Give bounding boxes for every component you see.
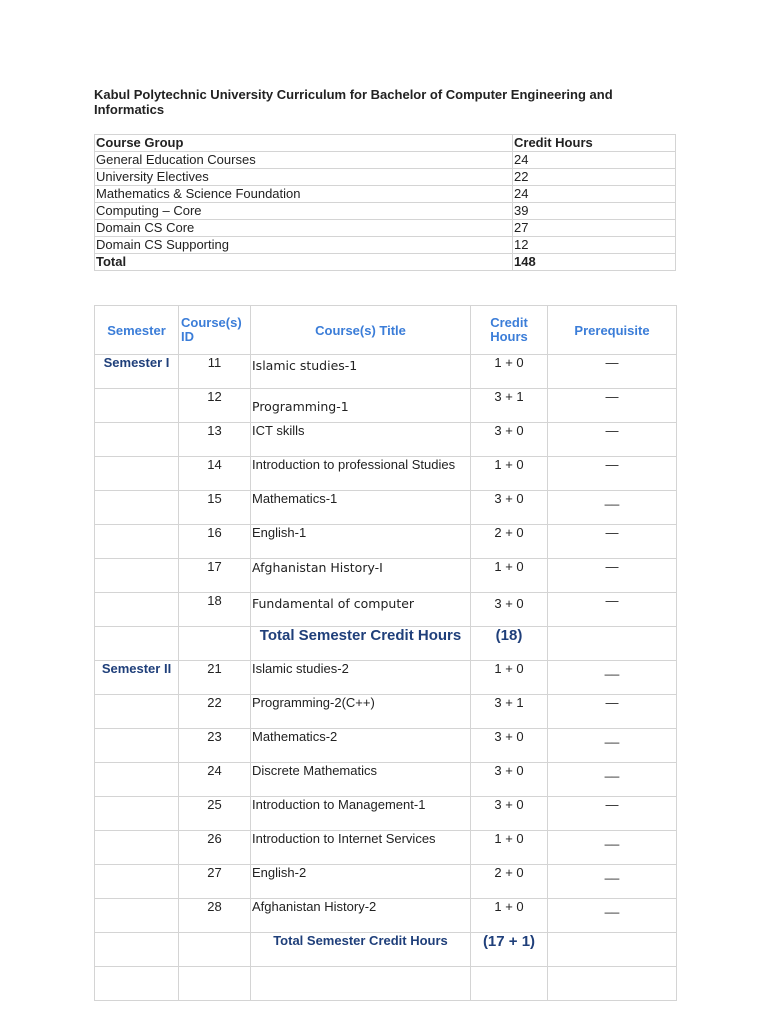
course-row bbox=[95, 695, 677, 729]
course-prerequisite bbox=[548, 661, 677, 695]
course-row bbox=[95, 457, 677, 491]
summary-credit-hours: 39 bbox=[513, 203, 676, 220]
summary-row bbox=[95, 152, 676, 169]
course-id bbox=[179, 525, 251, 559]
empty-cell bbox=[95, 967, 179, 1001]
course-credits-text: 1 + 0 bbox=[494, 355, 524, 370]
summary-total-row bbox=[95, 254, 676, 271]
course-prerequisite-text: — bbox=[605, 695, 619, 710]
semester-label-text: Semester I bbox=[103, 355, 170, 370]
course-id bbox=[179, 831, 251, 865]
course-id-text: 22 bbox=[207, 695, 222, 710]
course-title bbox=[251, 559, 471, 593]
course-title bbox=[251, 491, 471, 525]
summary-header-row bbox=[95, 135, 676, 152]
summary-course-group: Mathematics & Science Foundation bbox=[95, 186, 513, 203]
empty-cell bbox=[179, 967, 251, 1001]
course-row bbox=[95, 355, 677, 389]
course-prerequisite-text: __ bbox=[604, 865, 620, 880]
course-id-text: 18 bbox=[207, 593, 222, 608]
course-prerequisite bbox=[548, 763, 677, 797]
summary-row bbox=[95, 186, 676, 203]
prerequisite-cell bbox=[548, 627, 677, 661]
course-id bbox=[179, 423, 251, 457]
course-id-text: 21 bbox=[207, 661, 222, 676]
course-credits bbox=[471, 695, 548, 729]
course-title-text: Afghanistan History-2 bbox=[252, 899, 377, 914]
semester-total-row bbox=[95, 933, 677, 967]
course-title-text: Programming-1 bbox=[252, 399, 349, 414]
course-id bbox=[179, 559, 251, 593]
course-credits-text: 1 + 0 bbox=[494, 899, 524, 914]
course-id bbox=[179, 695, 251, 729]
document-title: Kabul Polytechnic University Curriculum for Bachelor of Computer Engineering and Informatics bbox=[94, 87, 613, 117]
course-id bbox=[179, 389, 251, 423]
summary-total-value: 148 bbox=[513, 254, 676, 271]
summary-credit-hours: 24 bbox=[513, 186, 676, 203]
semester-cell bbox=[95, 831, 179, 865]
course-title-text: Introduction to Management-1 bbox=[252, 797, 426, 812]
course-title-text: Mathematics-1 bbox=[252, 491, 338, 506]
semester-total-value-text: (17 + 1) bbox=[482, 933, 536, 950]
semester-cell bbox=[95, 899, 179, 933]
course-row bbox=[95, 797, 677, 831]
course-title bbox=[251, 661, 471, 695]
course-credits bbox=[471, 661, 548, 695]
empty-cell bbox=[251, 967, 471, 1001]
summary-course-group: Computing – Core bbox=[95, 203, 513, 220]
summary-row bbox=[95, 220, 676, 237]
course-row bbox=[95, 559, 677, 593]
course-id-text: 12 bbox=[207, 389, 222, 404]
semester-label bbox=[95, 661, 179, 695]
course-prerequisite-text: __ bbox=[604, 831, 620, 846]
header-semester: Semester bbox=[95, 306, 179, 355]
semester-cell bbox=[95, 389, 179, 423]
course-credits-text: 3 + 0 bbox=[494, 596, 524, 611]
course-id-text: 27 bbox=[207, 865, 222, 880]
empty-cell bbox=[471, 967, 548, 1001]
course-title-text: Discrete Mathematics bbox=[252, 763, 377, 778]
course-prerequisite-text: — bbox=[605, 389, 619, 404]
course-credits bbox=[471, 831, 548, 865]
course-row bbox=[95, 491, 677, 525]
header-prerequisite: Prerequisite bbox=[548, 306, 677, 355]
course-title bbox=[251, 525, 471, 559]
curriculum-table bbox=[94, 305, 677, 1001]
semester-total-label bbox=[251, 627, 471, 661]
course-credits-text: 2 + 0 bbox=[494, 525, 524, 540]
course-id-text: 23 bbox=[207, 729, 222, 744]
semester-total-row bbox=[95, 627, 677, 661]
course-id bbox=[179, 457, 251, 491]
summary-credit-hours: 27 bbox=[513, 220, 676, 237]
semester-cell bbox=[95, 797, 179, 831]
course-title-text: Afghanistan History-I bbox=[252, 560, 383, 575]
course-id bbox=[179, 899, 251, 933]
summary-header-credit-hours: Credit Hours bbox=[513, 135, 676, 152]
course-prerequisite-text: __ bbox=[604, 491, 620, 506]
course-row bbox=[95, 831, 677, 865]
semester-cell bbox=[95, 695, 179, 729]
course-title bbox=[251, 729, 471, 763]
semester-label bbox=[95, 355, 179, 389]
semester-cell bbox=[95, 763, 179, 797]
prerequisite-cell bbox=[548, 933, 677, 967]
course-title-text: Introduction to Internet Services bbox=[252, 831, 436, 846]
semester-label-text: Semester II bbox=[101, 661, 172, 676]
course-credits-text: 3 + 0 bbox=[494, 729, 524, 744]
course-credits-text: 1 + 0 bbox=[494, 661, 524, 676]
course-prerequisite bbox=[548, 593, 677, 627]
semester-cell bbox=[95, 933, 179, 967]
course-title bbox=[251, 695, 471, 729]
course-prerequisite bbox=[548, 695, 677, 729]
course-prerequisite bbox=[548, 389, 677, 423]
course-credits bbox=[471, 355, 548, 389]
course-credits bbox=[471, 491, 548, 525]
course-prerequisite-text: __ bbox=[604, 899, 620, 914]
course-credits bbox=[471, 457, 548, 491]
semester-total-value-text: (18) bbox=[495, 627, 523, 644]
course-prerequisite-text: __ bbox=[604, 763, 620, 778]
course-row bbox=[95, 525, 677, 559]
summary-credit-hours: 22 bbox=[513, 169, 676, 186]
course-id-text: 28 bbox=[207, 899, 222, 914]
course-prerequisite-text: — bbox=[605, 559, 619, 574]
semester-cell bbox=[95, 729, 179, 763]
course-credits bbox=[471, 797, 548, 831]
summary-credit-hours: 24 bbox=[513, 152, 676, 169]
course-credits bbox=[471, 593, 548, 627]
course-credits bbox=[471, 389, 548, 423]
curriculum-header-row bbox=[95, 306, 677, 355]
course-prerequisite-text: — bbox=[605, 593, 619, 608]
course-prerequisite-text: — bbox=[605, 525, 619, 540]
course-prerequisite-text: — bbox=[605, 457, 619, 472]
course-id-text: 26 bbox=[207, 831, 222, 846]
course-prerequisite-text: __ bbox=[604, 661, 620, 676]
course-id-text: 17 bbox=[207, 559, 222, 574]
empty-cell bbox=[548, 967, 677, 1001]
course-id bbox=[179, 661, 251, 695]
course-title-text: ICT skills bbox=[252, 423, 305, 438]
course-credits-text: 3 + 0 bbox=[494, 491, 524, 506]
course-title bbox=[251, 763, 471, 797]
semester-cell bbox=[95, 457, 179, 491]
course-id bbox=[179, 865, 251, 899]
course-id-text: 13 bbox=[207, 423, 222, 438]
semester-cell bbox=[95, 559, 179, 593]
course-id-text: 11 bbox=[207, 355, 222, 370]
course-row bbox=[95, 763, 677, 797]
summary-course-group: General Education Courses bbox=[95, 152, 513, 169]
course-prerequisite bbox=[548, 729, 677, 763]
course-credits-text: 1 + 0 bbox=[494, 831, 524, 846]
course-id bbox=[179, 355, 251, 389]
course-title bbox=[251, 423, 471, 457]
course-credits-text: 1 + 0 bbox=[494, 457, 524, 472]
course-title-text: English-1 bbox=[252, 525, 307, 540]
course-title bbox=[251, 593, 471, 627]
course-credits bbox=[471, 729, 548, 763]
course-credits-text: 1 + 0 bbox=[494, 559, 524, 574]
course-id bbox=[179, 491, 251, 525]
course-id-text: 14 bbox=[207, 457, 222, 472]
course-credits-text: 3 + 0 bbox=[494, 797, 524, 812]
semester-cell bbox=[95, 491, 179, 525]
course-group-summary-table bbox=[94, 134, 676, 271]
course-id-text: 15 bbox=[207, 491, 222, 506]
course-row bbox=[95, 899, 677, 933]
course-prerequisite-text: __ bbox=[604, 729, 620, 744]
course-id bbox=[179, 593, 251, 627]
course-credits-text: 3 + 1 bbox=[494, 389, 524, 404]
course-row bbox=[95, 865, 677, 899]
course-prerequisite bbox=[548, 865, 677, 899]
summary-total-label: Total bbox=[95, 254, 513, 271]
header-course-id: Course(s) ID bbox=[179, 306, 251, 355]
course-prerequisite bbox=[548, 423, 677, 457]
semester-cell bbox=[95, 593, 179, 627]
course-prerequisite bbox=[548, 457, 677, 491]
course-credits bbox=[471, 763, 548, 797]
course-credits bbox=[471, 559, 548, 593]
course-title-text: Introduction to professional Studies bbox=[252, 457, 456, 472]
course-credits-text: 2 + 0 bbox=[494, 865, 524, 880]
summary-row bbox=[95, 203, 676, 220]
course-id bbox=[179, 729, 251, 763]
course-id-cell bbox=[179, 627, 251, 661]
header-credit-hours: Credit Hours bbox=[471, 306, 548, 355]
course-id-text: 24 bbox=[207, 763, 222, 778]
semester-total-value bbox=[471, 933, 548, 967]
course-credits bbox=[471, 865, 548, 899]
course-title-text: Islamic studies-2 bbox=[252, 661, 349, 676]
course-credits-text: 3 + 0 bbox=[494, 763, 524, 778]
semester-total-label bbox=[251, 933, 471, 967]
course-row bbox=[95, 661, 677, 695]
course-prerequisite bbox=[548, 355, 677, 389]
summary-course-group: Domain CS Core bbox=[95, 220, 513, 237]
course-prerequisite bbox=[548, 797, 677, 831]
course-title-text: Islamic studies-1 bbox=[252, 358, 358, 373]
summary-row bbox=[95, 169, 676, 186]
semester-total-value bbox=[471, 627, 548, 661]
course-row bbox=[95, 389, 677, 423]
summary-credit-hours: 12 bbox=[513, 237, 676, 254]
course-prerequisite bbox=[548, 525, 677, 559]
course-credits bbox=[471, 423, 548, 457]
course-title-text: Fundamental of computer bbox=[252, 596, 415, 611]
course-prerequisite bbox=[548, 899, 677, 933]
course-id-text: 16 bbox=[207, 525, 222, 540]
course-title bbox=[251, 389, 471, 423]
course-title-text: Mathematics-2 bbox=[252, 729, 338, 744]
summary-row bbox=[95, 237, 676, 254]
course-title bbox=[251, 457, 471, 491]
course-title bbox=[251, 831, 471, 865]
course-credits-text: 3 + 0 bbox=[494, 423, 524, 438]
course-title bbox=[251, 899, 471, 933]
course-id-text: 25 bbox=[207, 797, 222, 812]
course-credits bbox=[471, 899, 548, 933]
course-prerequisite bbox=[548, 831, 677, 865]
course-id bbox=[179, 763, 251, 797]
course-title-text: Programming-2(C++) bbox=[252, 695, 375, 710]
semester-cell bbox=[95, 423, 179, 457]
header-course-title: Course(s) Title bbox=[251, 306, 471, 355]
course-prerequisite bbox=[548, 491, 677, 525]
course-prerequisite-text: — bbox=[605, 355, 619, 370]
semester-total-label-text: Total Semester Credit Hours bbox=[259, 627, 462, 644]
course-row bbox=[95, 423, 677, 457]
course-title bbox=[251, 797, 471, 831]
course-id bbox=[179, 797, 251, 831]
summary-course-group: University Electives bbox=[95, 169, 513, 186]
summary-course-group: Domain CS Supporting bbox=[95, 237, 513, 254]
course-title-text: English-2 bbox=[252, 865, 307, 880]
semester-cell bbox=[95, 525, 179, 559]
semester-cell bbox=[95, 865, 179, 899]
course-credits-text: 3 + 1 bbox=[494, 695, 524, 710]
empty-row bbox=[95, 967, 677, 1001]
summary-header-course-group: Course Group bbox=[95, 135, 513, 152]
course-row bbox=[95, 593, 677, 627]
course-credits bbox=[471, 525, 548, 559]
semester-total-label-text: Total Semester Credit Hours bbox=[273, 933, 448, 948]
course-prerequisite-text: — bbox=[605, 423, 619, 438]
course-title bbox=[251, 355, 471, 389]
course-title bbox=[251, 865, 471, 899]
course-row bbox=[95, 729, 677, 763]
course-prerequisite-text: — bbox=[605, 797, 619, 812]
semester-cell bbox=[95, 627, 179, 661]
course-prerequisite bbox=[548, 559, 677, 593]
course-id-cell bbox=[179, 933, 251, 967]
